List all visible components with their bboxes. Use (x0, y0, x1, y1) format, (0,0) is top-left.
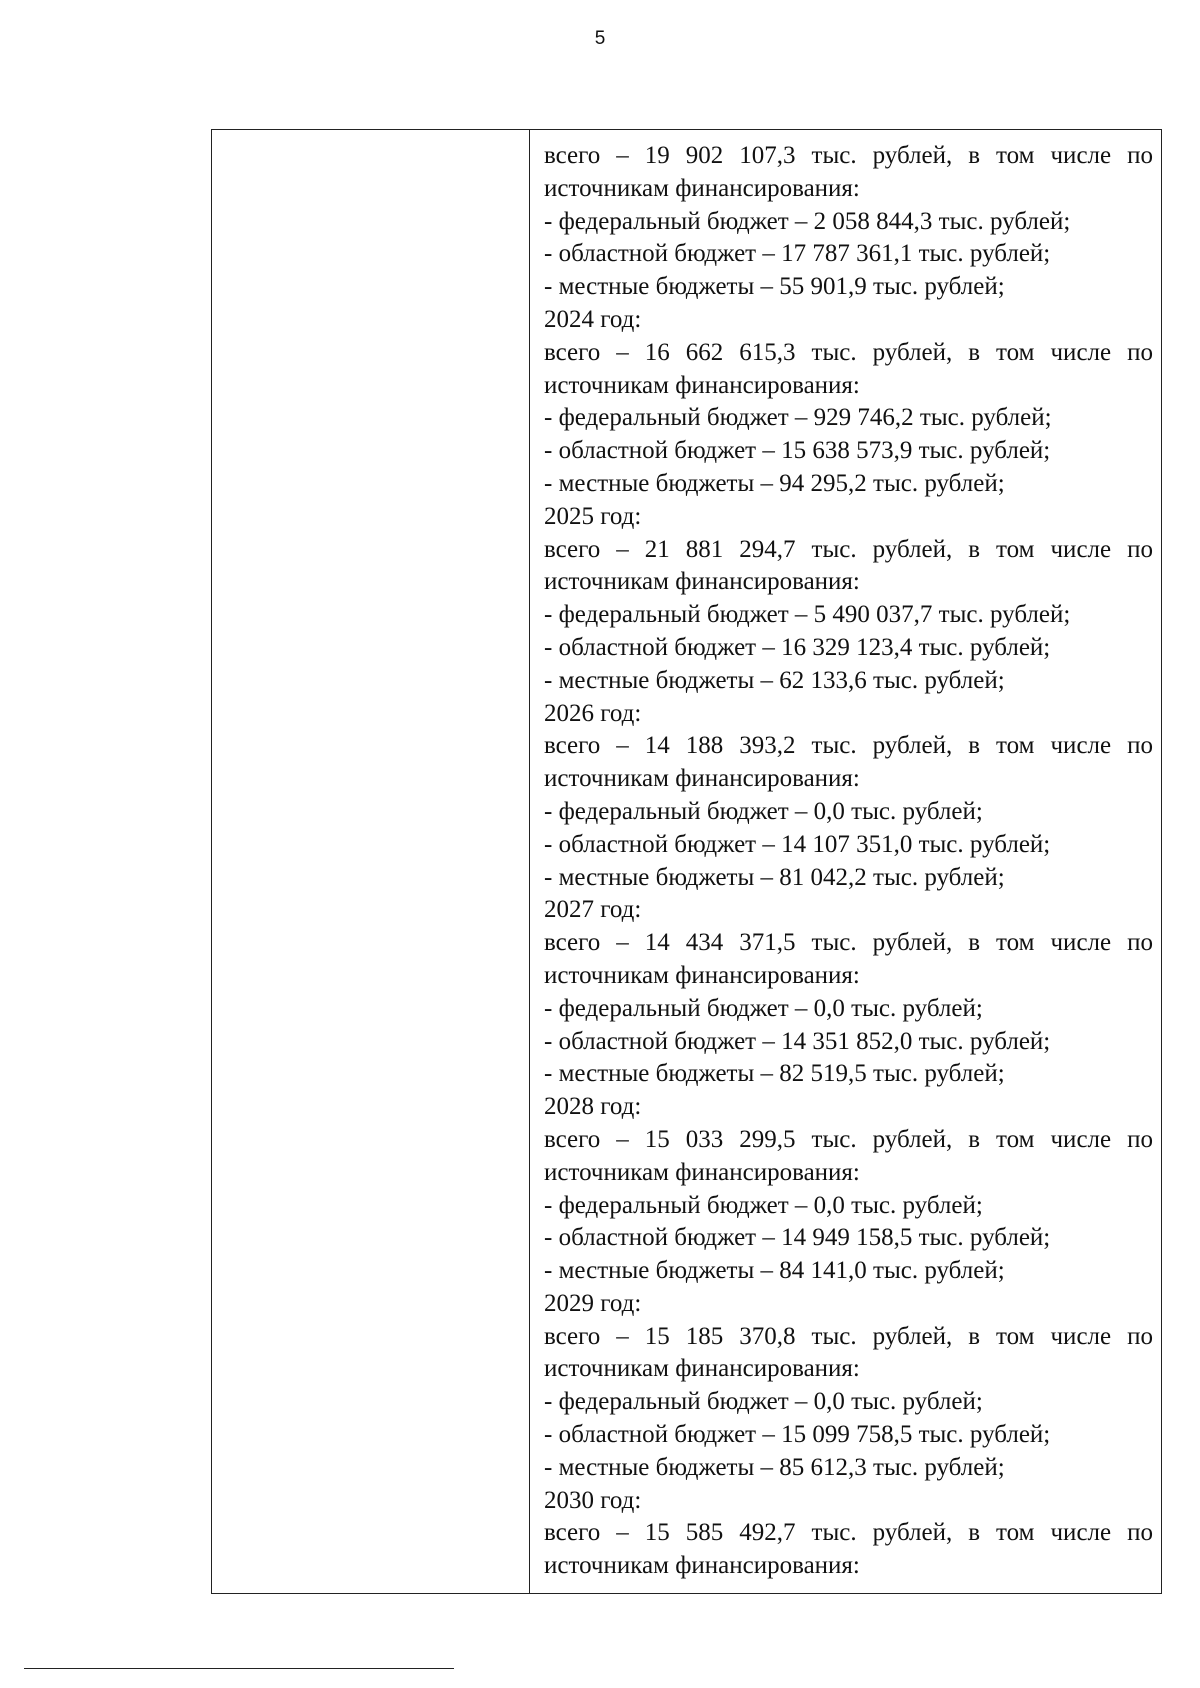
funding-block-2029 (544, 1288, 1153, 1485)
total-line: всего – 15 185 370,8 тыс. рублей, в том числе по (544, 1322, 1153, 1350)
year-heading: 2028 год: (544, 1093, 642, 1121)
regional-budget-line: - областной бюджет – 15 638 573,9 тыс. рублей; (544, 437, 1051, 465)
regional-budget-line: - областной бюджет – 14 949 158,5 тыс. рублей; (544, 1224, 1051, 1252)
table-left-cell (212, 130, 530, 1593)
local-budget-line: - местные бюджеты – 55 901,9 тыс. рублей; (544, 273, 1005, 301)
local-budget-line: - местные бюджеты – 62 133,6 тыс. рублей; (544, 666, 1005, 694)
table-right-cell (530, 130, 1161, 1593)
year-heading: 2026 год: (544, 699, 642, 727)
regional-budget-line: - областной бюджет – 15 099 758,5 тыс. рублей; (544, 1421, 1051, 1449)
total-line: всего – 21 881 294,7 тыс. рублей, в том числе по (544, 535, 1153, 563)
total-line: всего – 19 902 107,3 тыс. рублей, в том числе по (544, 142, 1153, 169)
year-heading: 2025 год: (544, 502, 642, 530)
regional-budget-line: - областной бюджет – 14 351 852,0 тыс. рублей; (544, 1027, 1051, 1055)
funding-block-2030 (544, 1485, 1153, 1583)
federal-budget-line: - федеральный бюджет – 0,0 тыс. рублей; (544, 1388, 983, 1416)
funding-block-2025 (544, 501, 1153, 698)
sources-line: источникам финансирования: (544, 1158, 860, 1186)
federal-budget-line: - федеральный бюджет – 2 058 844,3 тыс. рублей; (544, 207, 1071, 235)
federal-budget-line: - федеральный бюджет – 0,0 тыс. рублей; (544, 797, 983, 825)
sources-line: источникам финансирования: (544, 568, 860, 596)
sources-line: источникам финансирования: (544, 765, 860, 793)
total-line: всего – 14 188 393,2 тыс. рублей, в том числе по (544, 732, 1153, 760)
funding-table (211, 129, 1162, 1594)
year-heading: 2024 год: (544, 305, 642, 333)
funding-block-2026 (544, 698, 1153, 895)
year-heading: 2030 год: (544, 1486, 642, 1514)
sources-line: источникам финансирования: (544, 961, 860, 989)
total-line: всего – 15 585 492,7 тыс. рублей, в том числе по (544, 1519, 1153, 1547)
local-budget-line: - местные бюджеты – 85 612,3 тыс. рублей; (544, 1453, 1005, 1481)
federal-budget-line: - федеральный бюджет – 5 490 037,7 тыс. рублей; (544, 601, 1071, 629)
total-line: всего – 14 434 371,5 тыс. рублей, в том числе по (544, 929, 1153, 957)
local-budget-line: - местные бюджеты – 94 295,2 тыс. рублей; (544, 469, 1005, 497)
total-line: всего – 15 033 299,5 тыс. рублей, в том числе по (544, 1125, 1153, 1153)
funding-block-initial (544, 140, 1153, 304)
funding-block-2027 (544, 894, 1153, 1091)
sources-line: источникам финансирования: (544, 1552, 860, 1580)
total-line: всего – 16 662 615,3 тыс. рублей, в том числе по (544, 338, 1153, 366)
year-heading: 2027 год: (544, 896, 642, 924)
local-budget-line: - местные бюджеты – 81 042,2 тыс. рублей; (544, 863, 1005, 891)
sources-line: источникам финансирования: (544, 1355, 860, 1383)
page-number: 5 (594, 28, 606, 49)
funding-block-2024 (544, 304, 1153, 501)
regional-budget-line: - областной бюджет – 14 107 351,0 тыс. рублей; (544, 830, 1051, 858)
footer-rule (24, 1668, 454, 1669)
regional-budget-line: - областной бюджет – 17 787 361,1 тыс. рублей; (544, 240, 1051, 268)
local-budget-line: - местные бюджеты – 82 519,5 тыс. рублей; (544, 1060, 1005, 1088)
regional-budget-line: - областной бюджет – 16 329 123,4 тыс. рублей; (544, 633, 1051, 661)
sources-line: источникам финансирования: (544, 371, 860, 399)
federal-budget-line: - федеральный бюджет – 929 746,2 тыс. рублей; (544, 404, 1052, 432)
year-heading: 2029 год: (544, 1289, 642, 1317)
local-budget-line: - местные бюджеты – 84 141,0 тыс. рублей; (544, 1257, 1005, 1285)
funding-block-2028 (544, 1091, 1153, 1288)
federal-budget-line: - федеральный бюджет – 0,0 тыс. рублей; (544, 1191, 983, 1219)
federal-budget-line: - федеральный бюджет – 0,0 тыс. рублей; (544, 994, 983, 1022)
sources-line: источникам финансирования: (544, 174, 860, 202)
